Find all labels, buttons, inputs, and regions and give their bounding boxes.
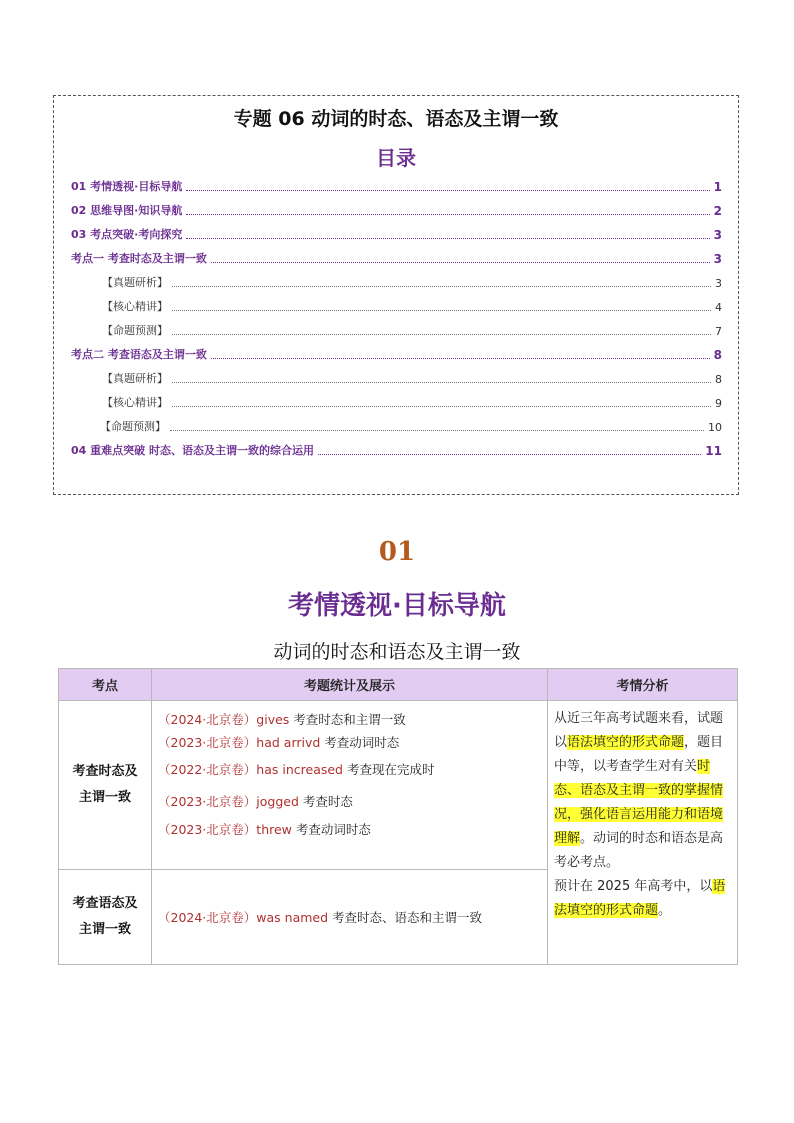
analysis-cell: 从近三年高考试题来看，试题以语法填空的形式命题，题目中等，以考查学生对有关时态、语态及主谓一致的掌握情况，强化语言运用能力和语境理解。动词的时态和语态是高考必考点。 预计在 2025 年高考中，以语法填空的形式命题。 — [548, 701, 738, 965]
analysis-table — [58, 668, 738, 965]
toc-item-topic-2[interactable]: 考点二 考查语态及主谓一致 8 — [71, 348, 722, 362]
toc-subitem-1-yuce[interactable]: 【命题预测】 7 — [102, 324, 722, 338]
toc-item-3[interactable]: 03 考点突破·考向探究 3 — [71, 228, 722, 242]
section-title: 考情透视·目标导航 — [288, 591, 506, 621]
example-line: （2023·北京卷）threw 考查动词时态 — [158, 822, 371, 837]
header-examples: 考题统计及展示 — [152, 669, 548, 701]
toc-item-topic-1[interactable]: 考点一 考查时态及主谓一致 3 — [71, 252, 722, 266]
example-line: （2022·北京卷）has increased 考查现在完成时 — [158, 762, 435, 777]
header-topic: 考点 — [59, 669, 152, 701]
toc-subitem-1-hexin[interactable]: 【核心精讲】 4 — [102, 300, 722, 314]
example-line: （2024·北京卷）gives 考查时态和主谓一致 — [158, 712, 406, 727]
example-line: （2023·北京卷）had arrivd 考查动词时态 — [158, 735, 400, 750]
header-analysis: 考情分析 — [548, 669, 738, 701]
toc-subitem-2-hexin[interactable]: 【核心精讲】 9 — [102, 396, 722, 410]
topic-cell: 考查时态及 主谓一致 — [59, 701, 152, 870]
toc-subitem-1-zhenti[interactable]: 【真题研析】 3 — [102, 276, 722, 290]
example-line: （2024·北京卷）was named 考查时态、语态和主谓一致 — [158, 910, 483, 925]
toc-heading: 目录 — [376, 146, 416, 170]
doc-title: 专题 06 动词的时态、语态及主谓一致 — [233, 108, 559, 130]
toc-subitem-2-yuce[interactable]: 【命题预测】 10 — [100, 420, 722, 434]
examples-cell — [152, 701, 548, 870]
toc-item-1[interactable]: 01 考情透视·目标导航 1 — [71, 180, 722, 194]
section-number: 01 — [378, 537, 416, 567]
table-row — [59, 701, 738, 870]
toc-item-2[interactable]: 02 思维导图·知识导航 2 — [71, 204, 722, 218]
table-header-row — [59, 669, 738, 701]
toc-item-4[interactable]: 04 重难点突破 时态、语态及主谓一致的综合运用 11 — [71, 444, 722, 458]
example-line: （2023·北京卷）jogged 考查时态 — [158, 794, 353, 809]
toc-subitem-2-zhenti[interactable]: 【真题研析】 8 — [102, 372, 722, 386]
table-caption: 动词的时态和语态及主谓一致 — [273, 641, 521, 663]
toc-box — [53, 95, 739, 495]
topic-cell: 考查语态及 主谓一致 — [59, 870, 152, 965]
examples-cell — [152, 870, 548, 965]
